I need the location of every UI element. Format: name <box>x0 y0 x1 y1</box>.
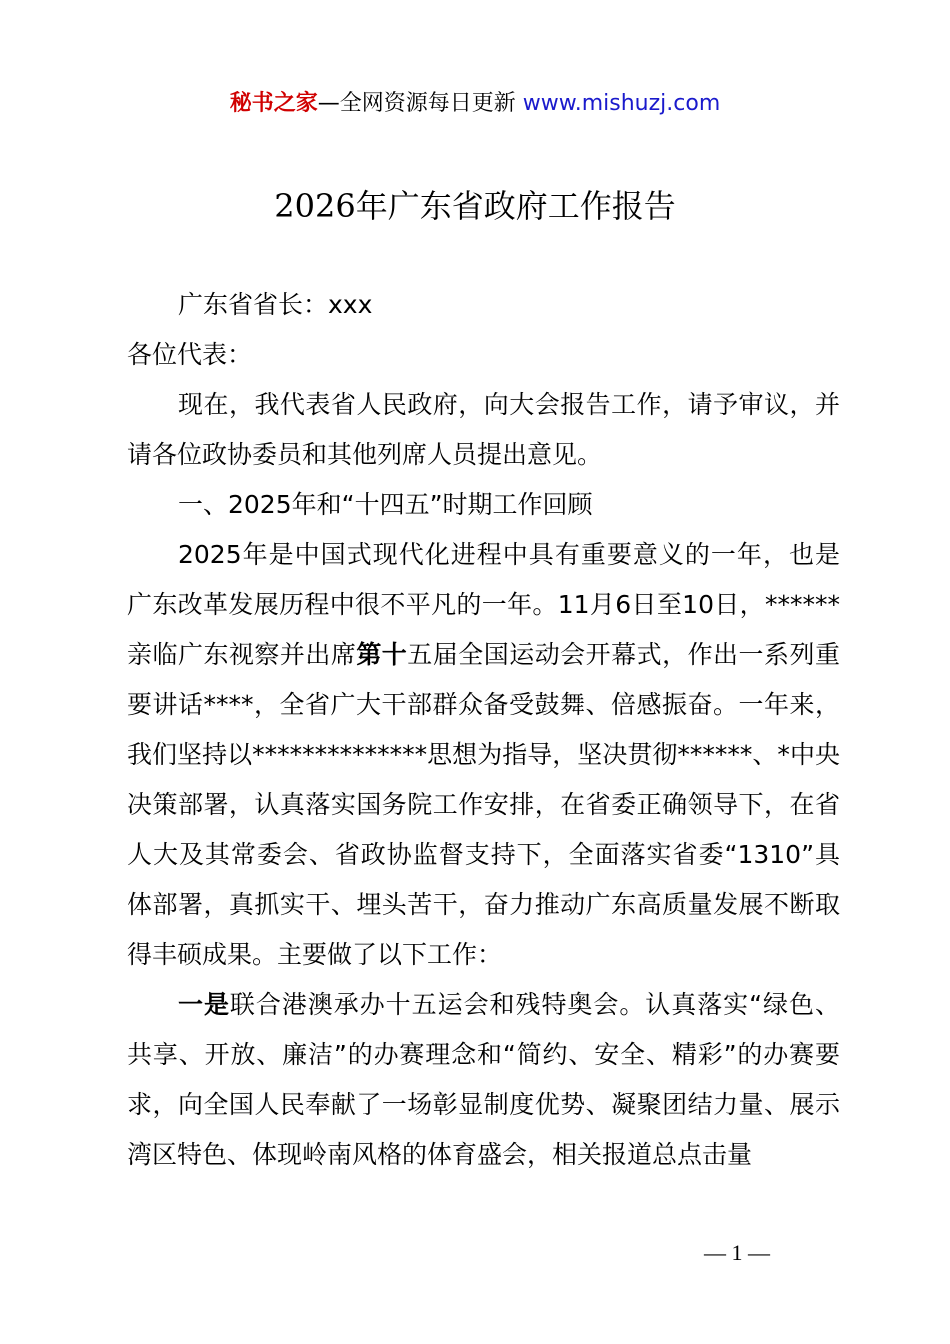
speaker-line: 广东省省长：xxx <box>178 290 373 319</box>
item-one-text: 联合港澳承办十五运会和残特奥会。认真落实“绿色、共享、开放、廉洁”的办赛理念和“简约、安全、精彩”的办赛要求，向全国人民奉献了一场彰显制度优势、凝聚团结力量、展示湾区特色、体现岭南风格的体育盛会，相关报道总点击量 <box>127 990 840 1169</box>
site-header <box>0 88 950 120</box>
review-paragraph-bold: 第十 <box>356 640 408 669</box>
page-number: — 1 — <box>704 1240 770 1265</box>
review-paragraph <box>127 530 840 980</box>
item-one-lead: 一是 <box>178 990 230 1019</box>
item-one-paragraph <box>127 980 840 1180</box>
section-heading: 一、2025年和“十四五”时期工作回顾 <box>178 490 593 519</box>
salutation: 各位代表： <box>127 340 253 369</box>
document-body <box>127 280 840 1180</box>
document-title: 2026年广东省政府工作报告 <box>274 187 676 225</box>
intro-paragraph: 现在，我代表省人民政府，向大会报告工作，请予审议，并请各位政协委员和其他列席人员提出意见。 <box>127 390 840 469</box>
site-url-link[interactable]: www.mishuzj.com <box>522 91 721 116</box>
brand-name: 秘书之家 <box>229 91 318 116</box>
review-paragraph-part2: 五届全国运动会开幕式，作出一系列重要讲话****，全省广大干部群众备受鼓舞、倍感振奋。一年来，我们坚持以**************思想为指导，坚决贯彻******、*中央决策部署，认真落实国务院工作安排，在省委正确领导下，在省人大及其常委会、省政协监督支持下，全面落实省委“1310”具体部署，真抓实干、埋头苦干，奋力推动广东高质量发展不断取得丰硕成果。主要做了以下工作： <box>127 640 840 969</box>
header-tagline: —全网资源每日更新 <box>317 91 523 116</box>
review-paragraph-part1: 2025年是中国式现代化进程中具有重要意义的一年，也是广东改革发展历程中很不平凡的一年。11月6日至10日，******亲临广东视察并出席 <box>127 540 840 669</box>
